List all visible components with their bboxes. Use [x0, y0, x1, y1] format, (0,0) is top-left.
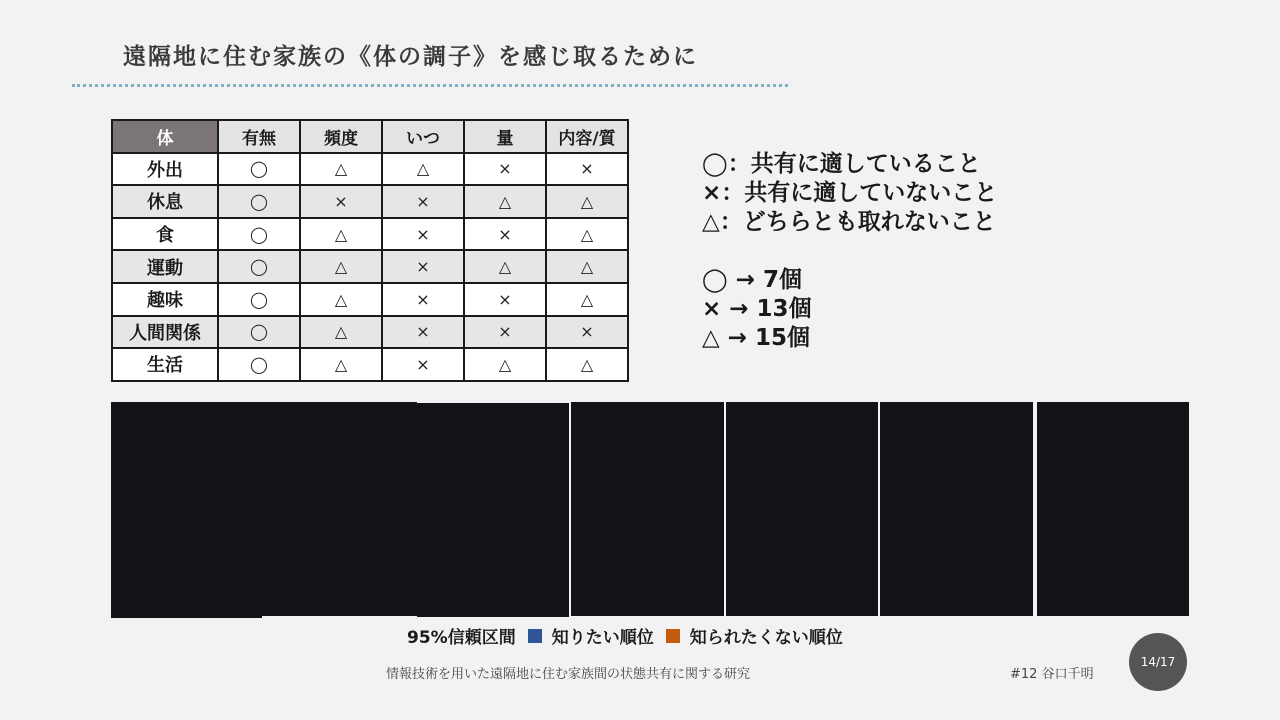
- row-label: 運動: [112, 250, 218, 283]
- legend-swatch: [666, 629, 680, 643]
- table-cell: ×: [464, 153, 546, 186]
- table-header-cell: 体: [112, 120, 218, 153]
- count-line: ◯ → 7個: [702, 267, 803, 293]
- table-header-cell: 量: [464, 120, 546, 153]
- legend-swatch: [528, 629, 542, 643]
- table-cell: ◯: [218, 348, 300, 381]
- chart-panel: [111, 402, 262, 618]
- legend-line: ◯：共有に適していること: [702, 151, 981, 177]
- chart-panel: [571, 402, 724, 616]
- table-cell: △: [300, 153, 382, 186]
- footer-author: #12 谷口千明: [1010, 667, 1094, 682]
- table-cell: △: [546, 218, 628, 251]
- count-line: △ → 15個: [702, 325, 810, 351]
- chart-panel: [262, 402, 417, 616]
- confidence-interval-label: 95%信頼区間: [407, 628, 516, 648]
- table-cell: △: [464, 348, 546, 381]
- table-cell: △: [464, 250, 546, 283]
- table-header-cell: 有無: [218, 120, 300, 153]
- table-header-row: [112, 120, 628, 153]
- page-number-badge: 14/17: [1129, 633, 1187, 691]
- legend-line: ×：共有に適していないこと: [702, 180, 998, 206]
- table-cell: ×: [546, 316, 628, 349]
- table-cell: △: [546, 250, 628, 283]
- table-cell: ◯: [218, 250, 300, 283]
- table-cell: △: [546, 283, 628, 316]
- table-cell: ×: [382, 348, 464, 381]
- table-cell: ×: [546, 153, 628, 186]
- row-label: 食: [112, 218, 218, 251]
- symbol-legend: [702, 150, 997, 237]
- table-cell: △: [464, 185, 546, 218]
- table-cell: ×: [464, 316, 546, 349]
- table-cell: ×: [382, 185, 464, 218]
- table-cell: △: [546, 185, 628, 218]
- table-cell: ◯: [218, 316, 300, 349]
- symbol-counts: [702, 266, 812, 353]
- table-cell: ×: [382, 218, 464, 251]
- title-divider: [72, 84, 788, 87]
- table-cell: ◯: [218, 218, 300, 251]
- row-label: 外出: [112, 153, 218, 186]
- chart-panel: [880, 402, 1033, 616]
- count-line: × → 13個: [702, 296, 812, 322]
- table-cell: △: [300, 316, 382, 349]
- row-label: 生活: [112, 348, 218, 381]
- table-cell: △: [300, 250, 382, 283]
- legend-line: △：どちらとも取れないこと: [702, 209, 996, 235]
- table-cell: △: [300, 348, 382, 381]
- table-header-cell: いつ: [382, 120, 464, 153]
- table-cell: ◯: [218, 153, 300, 186]
- chart-panel: [1037, 402, 1189, 616]
- table-header-cell: 頻度: [300, 120, 382, 153]
- footer-research-title: 情報技術を用いた遠隔地に住む家族間の状態共有に関する研究: [386, 667, 751, 682]
- table-cell: ◯: [218, 185, 300, 218]
- chart-panels: [111, 402, 1189, 618]
- table-cell: ×: [464, 283, 546, 316]
- table-cell: △: [300, 283, 382, 316]
- table-row: [112, 316, 628, 349]
- table-row: [112, 250, 628, 283]
- table-header-cell: 内容/質: [546, 120, 628, 153]
- table-cell: ◯: [218, 283, 300, 316]
- table-row: [112, 185, 628, 218]
- table-cell: ×: [382, 316, 464, 349]
- slide-title: 遠隔地に住む家族の《体の調子》を感じ取るために: [123, 44, 698, 70]
- legend-series-label: 知られたくない順位: [689, 628, 843, 648]
- table-cell: △: [300, 218, 382, 251]
- row-label: 休息: [112, 185, 218, 218]
- table-row: [112, 348, 628, 381]
- table-cell: ×: [382, 250, 464, 283]
- chart-legend: [407, 623, 843, 648]
- table-cell: △: [382, 153, 464, 186]
- table-row: [112, 283, 628, 316]
- table-cell: ×: [300, 185, 382, 218]
- table-cell: △: [546, 348, 628, 381]
- table-cell: ×: [382, 283, 464, 316]
- legend-series-label: 知りたい順位: [551, 628, 654, 648]
- body-condition-table: [111, 119, 629, 382]
- table-row: [112, 218, 628, 251]
- row-label: 趣味: [112, 283, 218, 316]
- table-cell: ×: [464, 218, 546, 251]
- chart-panel: [417, 403, 569, 617]
- row-label: 人間関係: [112, 316, 218, 349]
- table-row: [112, 153, 628, 186]
- chart-panel: [726, 402, 878, 616]
